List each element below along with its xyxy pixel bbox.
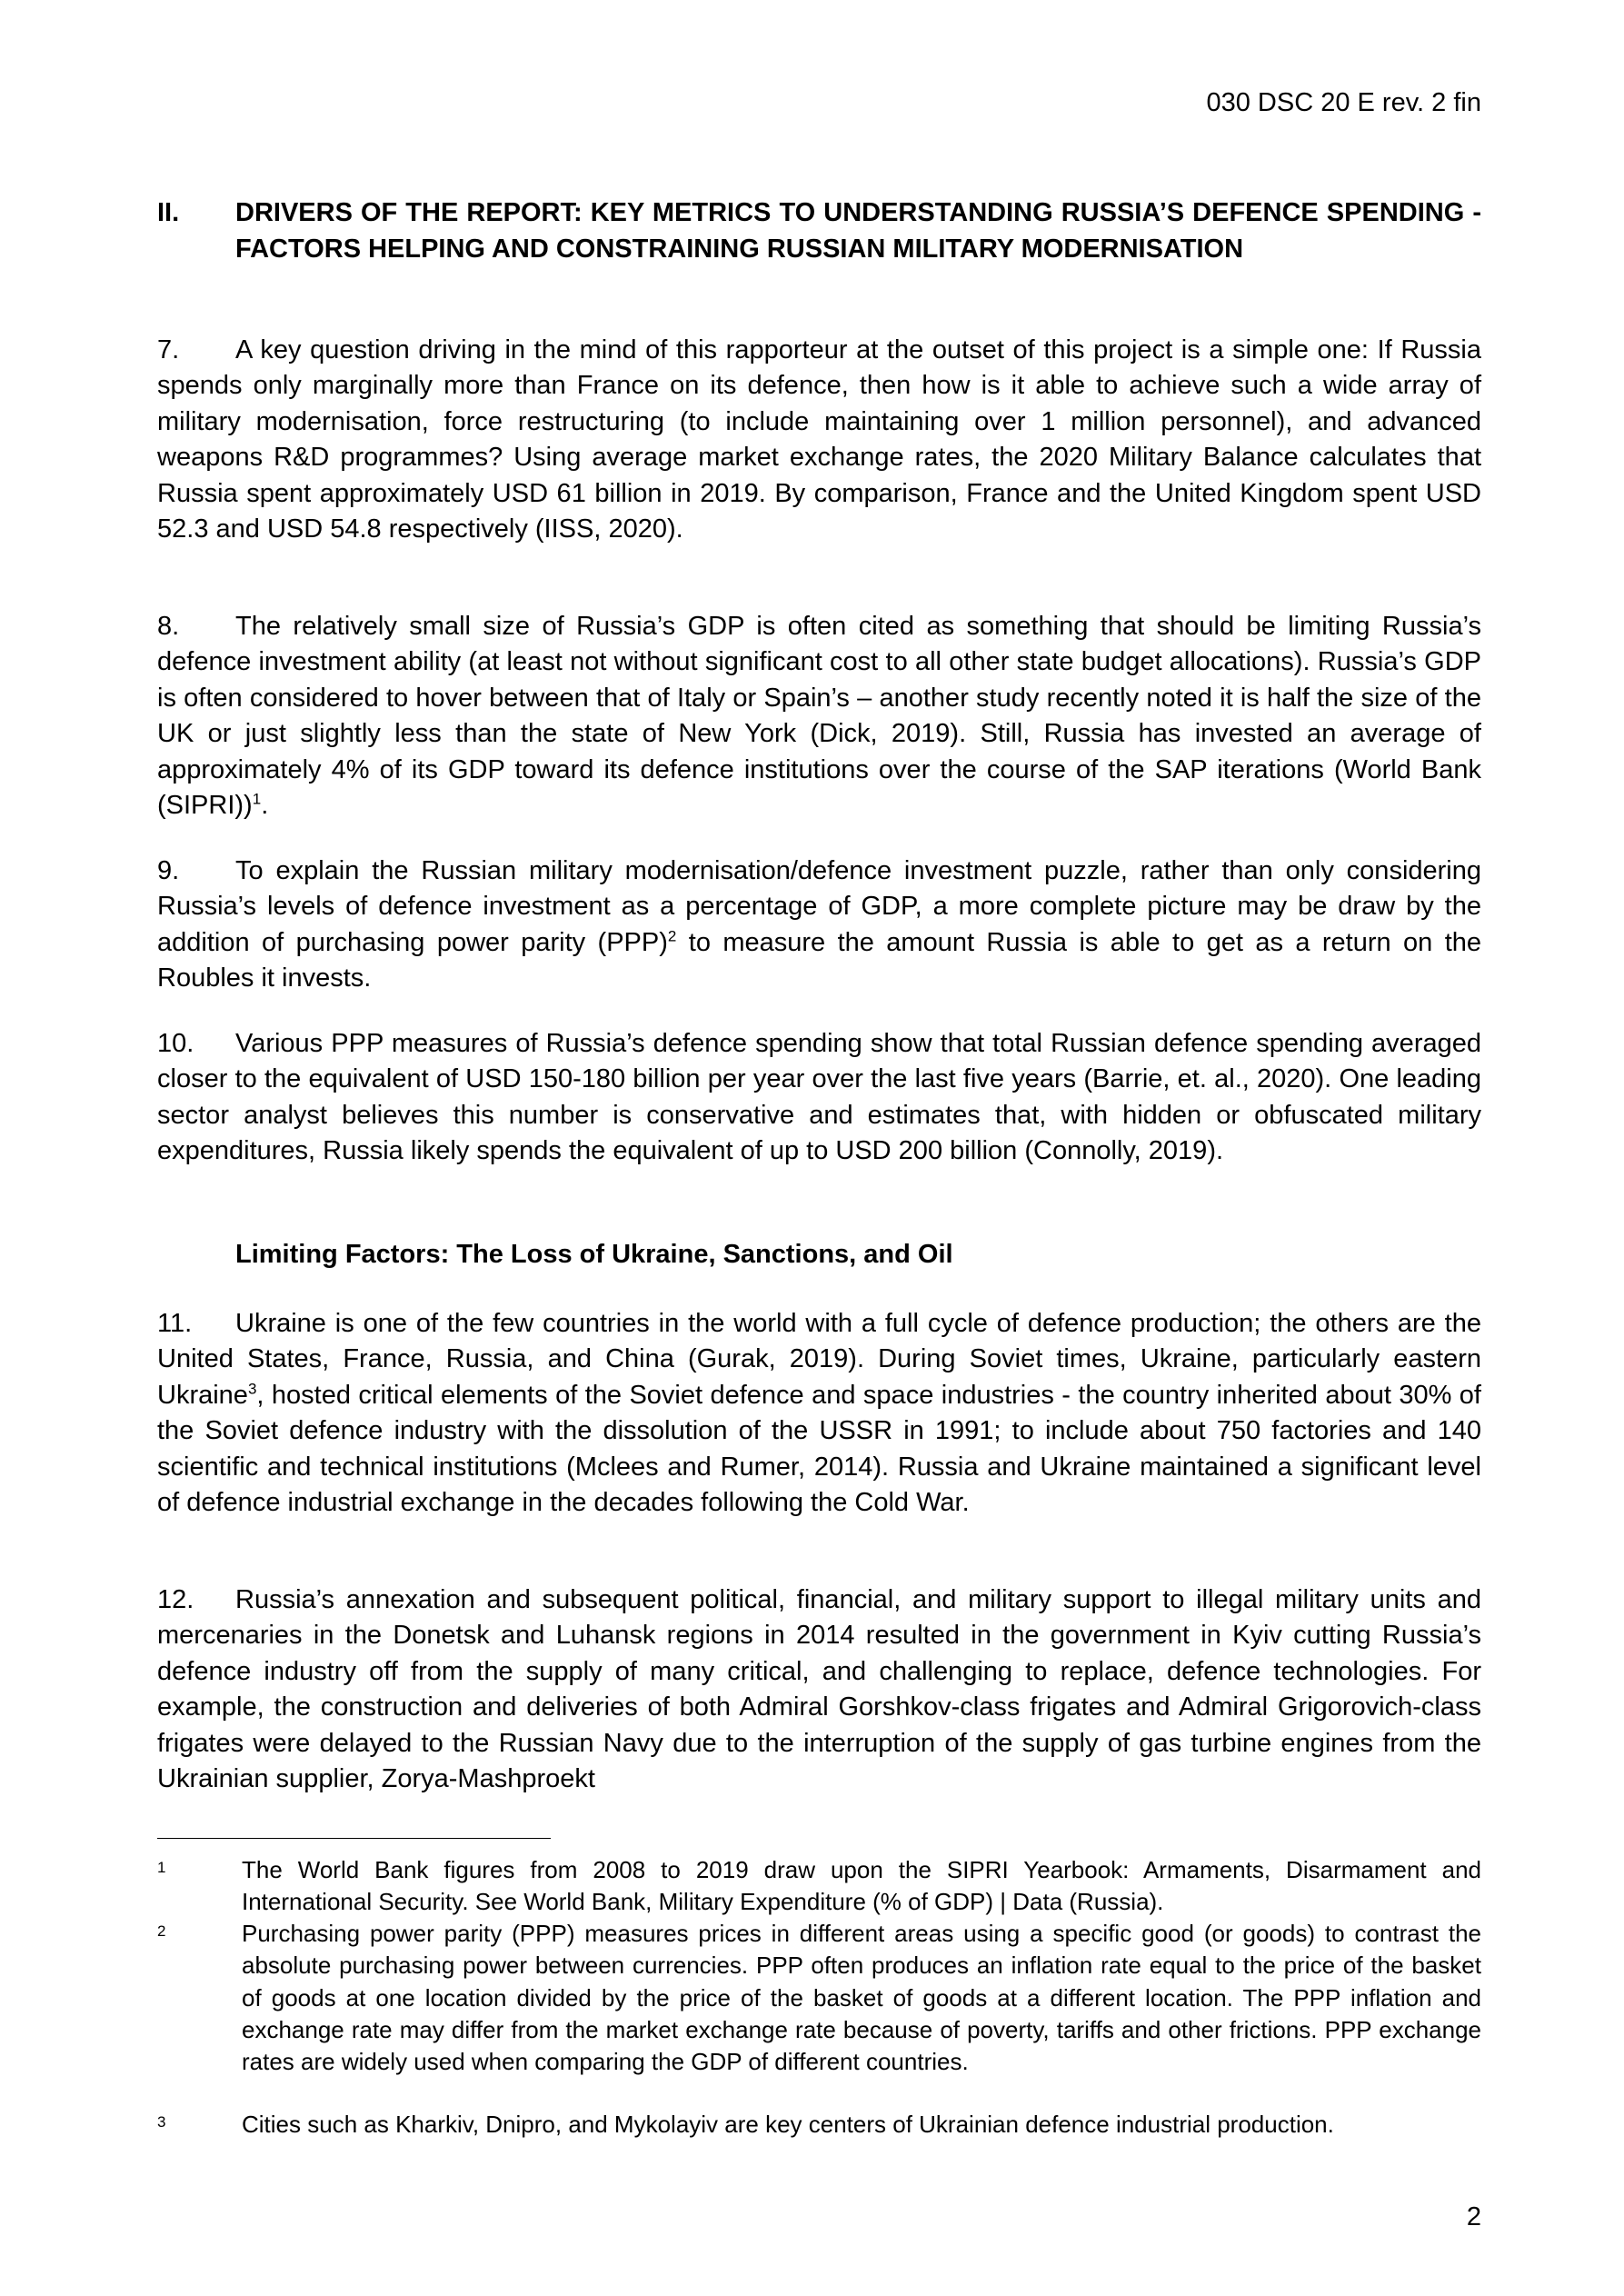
footnote-number: 1 xyxy=(157,1859,166,1876)
footnote-ref-3[interactable]: 3 xyxy=(247,1380,257,1398)
paragraph-text: Various PPP measures of Russia’s defence spending show that total Russian defence spending averaged closer to the equivalent of USD 150-180 billion per year over the last five years (Barrie, et. al., 2020). One leading sector analyst believes this number is conservative and estimates that, with hidden or obfuscated military expenditures, Russia likely spends the equivalent of up to USD 200 billion (Connolly, 2019). xyxy=(157,1029,1481,1166)
paragraph-text-tail: . xyxy=(261,791,269,821)
document-reference: 030 DSC 20 E rev. 2 fin xyxy=(1206,88,1481,117)
section-heading xyxy=(157,195,1481,267)
paragraph-number: 9. xyxy=(157,856,180,885)
paragraph-text: Ukraine is one of the few countries in the world with a full cycle of defence production; the others are the United States, France, Russia, and China (Gurak, 2019). During Soviet times, Ukraine, particularly eastern Ukraine xyxy=(157,1309,1481,1410)
paragraph-text-tail: to measure the amount Russia is able to get as a return on the Roubles it invests. xyxy=(157,927,1482,993)
footnote-ref-1[interactable]: 1 xyxy=(252,790,262,808)
paragraph-text: The relatively small size of Russia’s GDP is often cited as something that should be limiting Russia’s defence investment ability (at least not without significant cost to all other state budget allocations). Russia’s GDP is often considered to hover between that of Italy or Spain’s – another study recently noted it is half the size of the UK or just slightly less than the state of New York (Dick, 2019). Still, Russia has invested an average of approximately 4% of its GDP toward its defence institutions over the course of the SAP iterations (World Bank (SIPRI)) xyxy=(157,612,1481,821)
footnote-number: 3 xyxy=(157,2113,166,2131)
footnote-text: Cities such as Kharkiv, Dnipro, and Mykolayiv are key centers of Ukrainian defence industrial production. xyxy=(242,2111,1334,2138)
paragraph-11 xyxy=(157,1306,1481,1521)
footnote-2 xyxy=(157,1918,1481,2078)
footnote-1 xyxy=(157,1854,1481,1919)
footnote-text: Purchasing power parity (PPP) measures prices in different areas using a specific good (or goods) to contrast the absolute purchasing power between currencies. PPP often produces an inflation rate equal to the price of the basket of goods at one location divided by the price of the basket of goods at a different location. The PPP inflation and exchange rate may differ from the market exchange rate because of poverty, tariffs and other frictions. PPP exchange rates are widely used when comparing the GDP of different countries. xyxy=(242,1920,1481,2076)
paragraph-number: 11. xyxy=(157,1309,193,1338)
paragraph-7 xyxy=(157,333,1481,547)
paragraph-8 xyxy=(157,609,1481,824)
footnote-separator xyxy=(157,1838,551,1839)
subsection-heading: Limiting Factors: The Loss of Ukraine, Sanctions, and Oil xyxy=(235,1240,953,1269)
paragraph-10 xyxy=(157,1026,1481,1170)
paragraph-number: 10. xyxy=(157,1029,194,1058)
paragraph-text: Russia’s annexation and subsequent political, financial, and military support to illegal military units and mercenaries in the Donetsk and Luhansk regions in 2014 resulted in the government in Kyiv cutting Russia’s defence industry off from the supply of many critical, and challenging to replace, defence technologies. For example, the construction and deliveries of both Admiral Gorshkov-class frigates and Admiral Grigorovich-class frigates were delayed to the Russian Navy due to the interruption of the supply of gas turbine engines from the Ukrainian supplier, Zorya-Mashproekt xyxy=(157,1585,1481,1794)
section-title: DRIVERS OF THE REPORT: KEY METRICS TO UNDERSTANDING RUSSIA’S DEFENCE SPENDING - FACTORS HELPING AND CONSTRAINING RUSSIAN MILITARY MODERNISATION xyxy=(235,198,1481,264)
section-number: II. xyxy=(157,198,180,227)
paragraph-number: 8. xyxy=(157,612,180,641)
paragraph-number: 7. xyxy=(157,335,180,364)
paragraph-12 xyxy=(157,1582,1481,1797)
paragraph-9 xyxy=(157,854,1481,997)
paragraph-text-tail: , hosted critical elements of the Soviet defence and space industries - the country inherited about 30% of the Soviet defence industry with the dissolution of the USSR in 1991; to include about 750 factories and 140 scientific and technical institutions (Mclees and Rumer, 2014). Russia and Ukraine maintained a significant level of defence industrial exchange in the decades following the Cold War. xyxy=(157,1380,1481,1518)
footnote-text: The World Bank figures from 2008 to 2019 draw upon the SIPRI Yearbook: Armaments, Disarmament and International Security. See World Bank, Military Expenditure (% of GDP) | Data (Russia). xyxy=(242,1856,1481,1916)
page-number: 2 xyxy=(1466,2202,1481,2231)
footnote-number: 2 xyxy=(157,1922,166,1940)
footnote-3 xyxy=(157,2109,1481,2141)
paragraph-number: 12. xyxy=(157,1585,194,1614)
footnote-ref-2[interactable]: 2 xyxy=(667,927,677,945)
paragraph-text: A key question driving in the mind of this rapporteur at the outset of this project is a simple one: If Russia spends only marginally more than France on its defence, then how is it able to achieve such a wide array of military modernisation, force restructuring (to include maintaining over 1 million personnel), and advanced weapons R&D programmes? Using average market exchange rates, the 2020 Military Balance calculates that Russia spent approximately USD 61 billion in 2019. By comparison, France and the United Kingdom spent USD 52.3 and USD 54.8 respectively (IISS, 2020). xyxy=(157,335,1481,544)
paragraph-text: To explain the Russian military modernisation/defence investment puzzle, rather than only considering Russia’s levels of defence investment as a percentage of GDP, a more complete picture may be draw by the addition of purchasing power parity (PPP) xyxy=(157,856,1481,957)
